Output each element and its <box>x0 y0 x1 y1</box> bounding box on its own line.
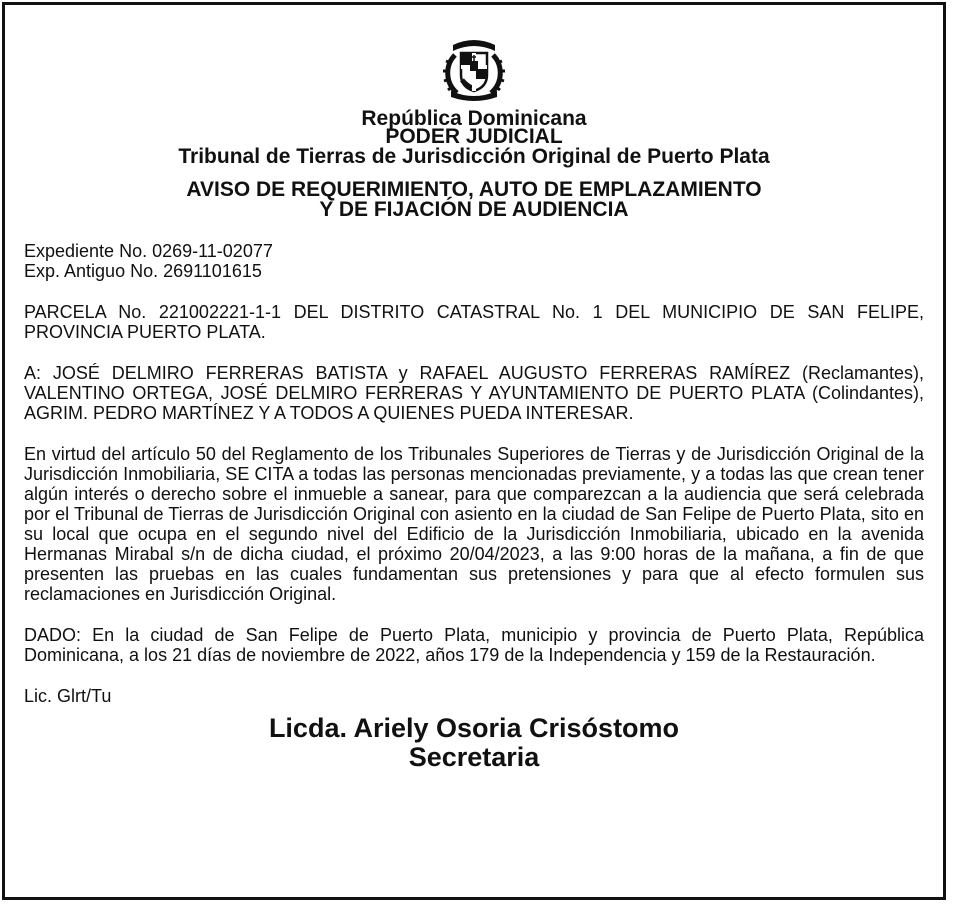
parcela-paragraph: PARCELA No. 221002221-1-1 DEL DISTRITO CATASTRAL No. 1 DEL MUNICIPIO DE SAN FELIPE, PROVINCIA PUERTO PLATA. <box>24 302 924 342</box>
coat-of-arms-icon <box>441 35 507 101</box>
signatory-title: Secretaria <box>408 742 540 772</box>
seal-container <box>24 35 924 103</box>
notice-content <box>24 35 924 772</box>
signature-block <box>24 714 924 772</box>
exp-antiguo-number: Exp. Antiguo No. 2691101615 <box>24 261 262 281</box>
expediente-number: Expediente No. 0269-11-02077 <box>24 241 273 261</box>
body-paragraph: En virtud del artículo 50 del Reglamento de los Tribunales Superiores de Tierras y de Jurisdicción Original de la Jurisdicción Inmobiliaria, SE CITA a todas las personas mencionadas previamente, y a todas las que crean tener algún interés o derecho sobre el inmueble a sanear, para que comparezcan a la audiencia que será celebrada por el Tribunal de Tierras de Jurisdicción Original con asiento en la ciudad de San Felipe de Puerto Plata, sito en su local que ocupa en el segundo nivel del Edificio de la Jurisdicción Inmobiliaria, ubicado en la avenida Hermanas Mirabal s/n de dicha ciudad, el próximo 20/04/2023, a las 9:00 horas de la mañana, a fin de que presenten las pruebas en las cuales fundamentan sus pretensiones y para que al efecto formulen sus reclamaciones en Jurisdicción Original. <box>24 444 924 604</box>
header <box>24 109 924 168</box>
court-name: Tribunal de Tierras de Jurisdicción Original de Puerto Plata <box>178 145 770 168</box>
initials: Lic. Glrt/Tu <box>24 686 112 706</box>
branch-name: PODER JUDICIAL <box>385 125 563 148</box>
addressees-paragraph: A: JOSÉ DELMIRO FERRERAS BATISTA y RAFAEL AUGUSTO FERRERAS RAMÍREZ (Reclamantes), VALENTINO ORTEGA, JOSÉ DELMIRO FERRERAS Y AYUNTAMIENTO DE PUERTO PLATA (Colindantes), AGRIM. PEDRO MARTÍNEZ Y A TODOS A QUIENES PUEDA INTERESAR. <box>24 363 924 423</box>
country-name: República Dominicana <box>361 107 587 130</box>
notice-title-line-1: AVISO DE REQUERIMIENTO, AUTO DE EMPLAZAMIENTO <box>186 178 762 201</box>
notice-title-line-2: Y DE FIJACIÓN DE AUDIENCIA <box>319 198 629 221</box>
case-numbers <box>24 241 924 281</box>
notice-title <box>24 180 924 220</box>
dado-paragraph: DADO: En la ciudad de San Felipe de Puerto Plata, municipio y provincia de Puerto Plata, República Dominicana, a los 21 días de noviembre de 2022, años 179 de la Independencia y 159 de la Restauración. <box>24 625 924 665</box>
notice-frame <box>2 2 946 900</box>
signatory-name: Licda. Ariely Osoria Crisóstomo <box>268 713 680 743</box>
